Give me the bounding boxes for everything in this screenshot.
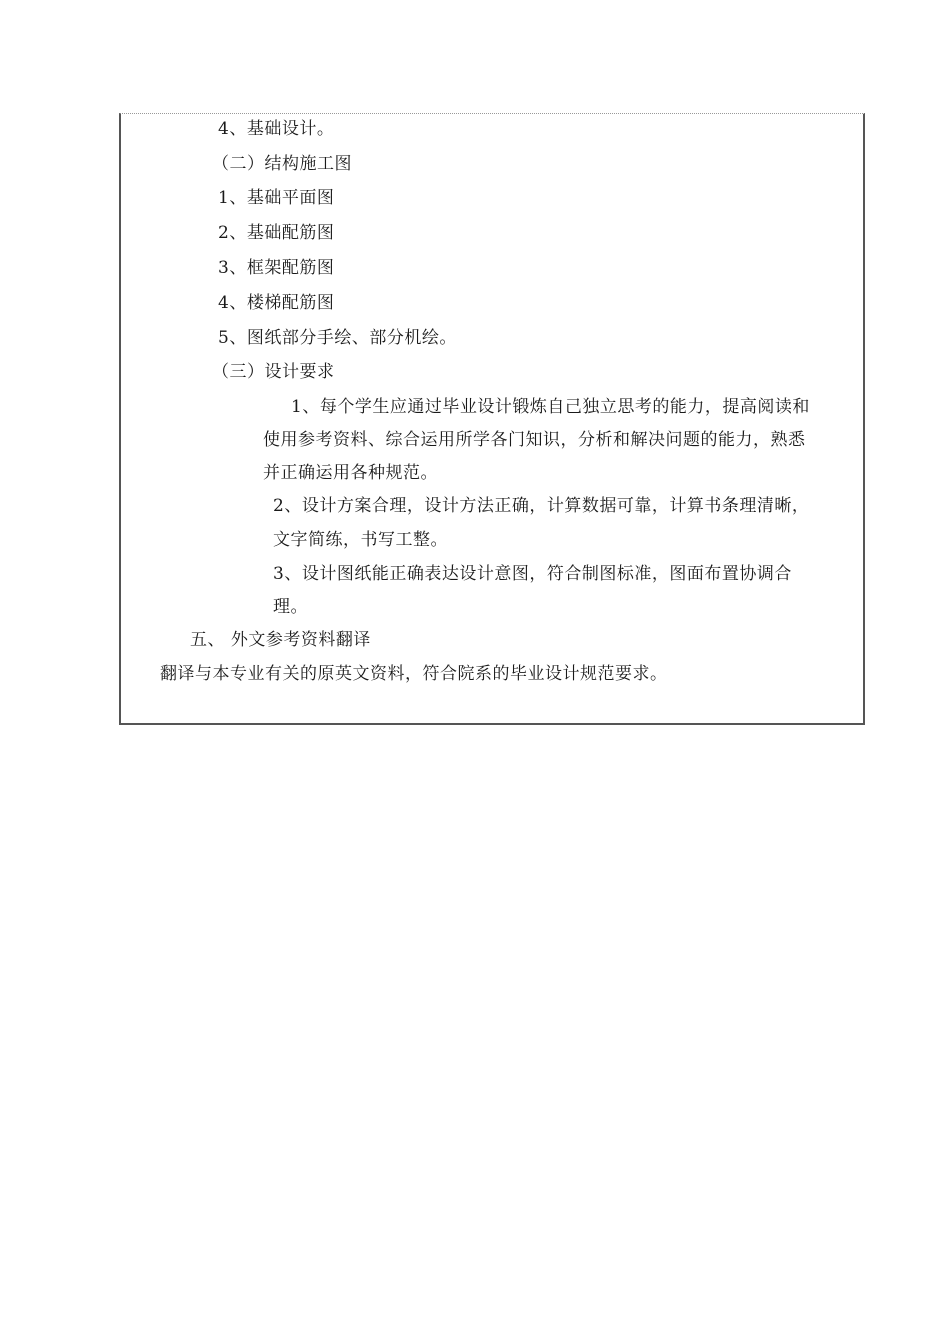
item-drawing-method: 5、图纸部分手绘、部分机绘。 (218, 328, 457, 348)
requirement-1-line-1: 1、每个学生应通过毕业设计锻炼自己独立思考的能力，提高阅读和 (291, 397, 810, 417)
requirement-1-line-3: 并正确运用各种规范。 (263, 463, 438, 483)
item-foundation-plan: 1、基础平面图 (218, 188, 335, 208)
section-design-requirements: （三）设计要求 (212, 362, 335, 382)
section-foreign-translation: 五、 外文参考资料翻译 (190, 630, 371, 650)
item-foundation-design: 4、基础设计。 (218, 119, 335, 139)
item-foundation-reinforcement: 2、基础配筋图 (218, 223, 335, 243)
translation-requirement: 翻译与本专业有关的原英文资料，符合院系的毕业设计规范要求。 (160, 664, 668, 684)
requirement-3-line-2: 理。 (273, 597, 308, 617)
requirement-1-line-2: 使用参考资料、综合运用所学各门知识，分析和解决问题的能力，熟悉 (263, 430, 806, 450)
requirement-2-line-2: 文字简练，书写工整。 (273, 530, 448, 550)
requirement-3-line-1: 3、设计图纸能正确表达设计意图，符合制图标准，图面布置协调合 (273, 564, 792, 584)
item-stair-reinforcement: 4、楼梯配筋图 (218, 293, 335, 313)
requirement-2-line-1: 2、设计方案合理，设计方法正确，计算数据可靠，计算书条理清晰， (273, 496, 810, 516)
section-structural-drawings: （二）结构施工图 (212, 154, 352, 174)
item-frame-reinforcement: 3、框架配筋图 (218, 258, 335, 278)
